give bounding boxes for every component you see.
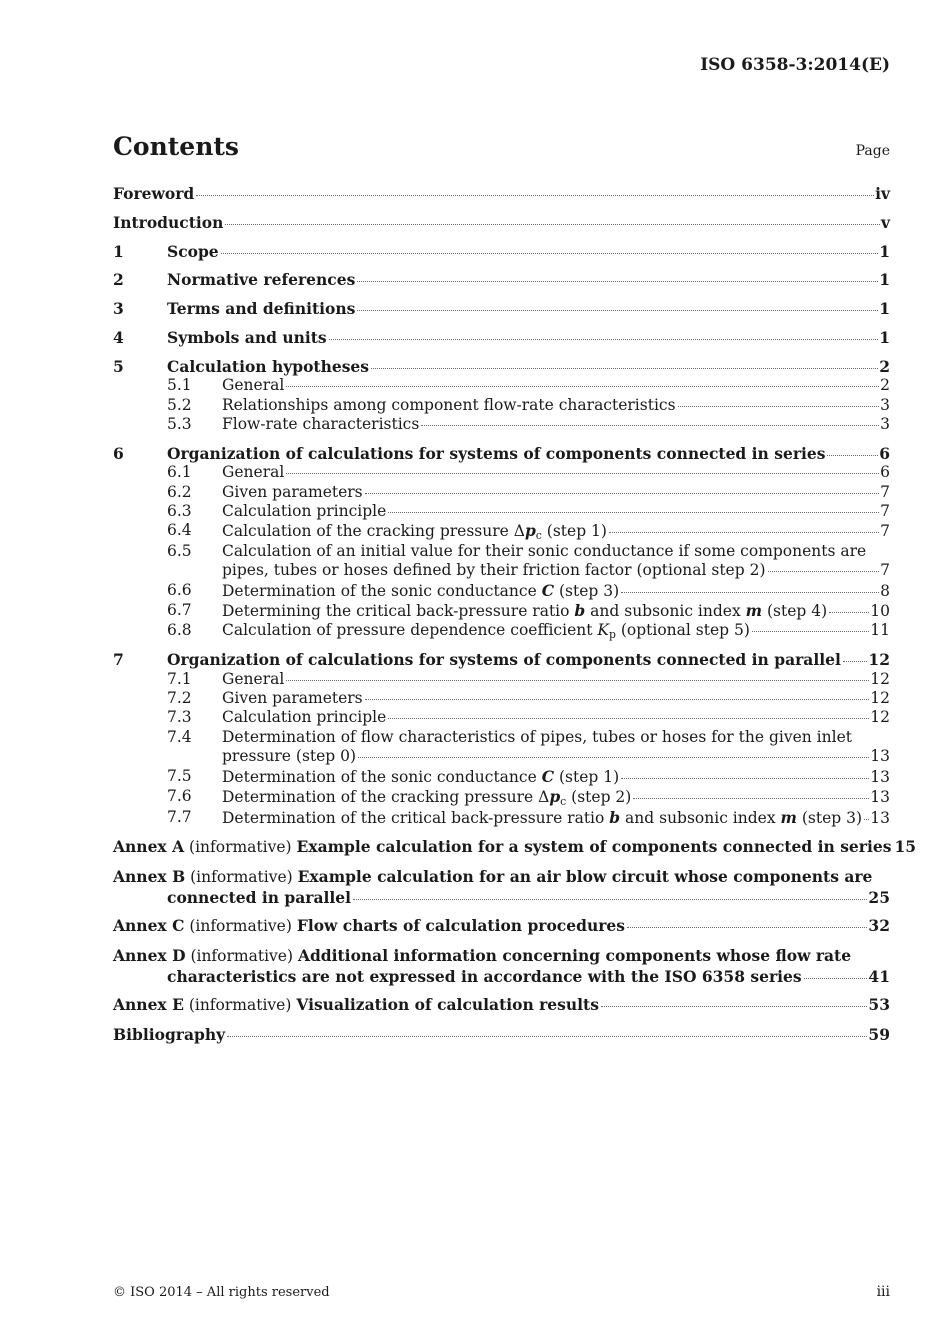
document-id: ISO 6358-3:2014(E) [700, 55, 890, 75]
dot-leader [678, 405, 880, 407]
toc-page-number: 15 [894, 837, 917, 857]
toc-page-number: 7 [880, 502, 890, 521]
toc-section-number: 5.1 [167, 376, 192, 395]
toc-page-number: 59 [868, 1025, 890, 1045]
toc-page-number: 13 [870, 788, 890, 807]
toc-section-number: 6.1 [167, 463, 192, 482]
dot-leader [225, 223, 880, 225]
toc-section-number: 5 [113, 356, 124, 376]
toc-page-number: 6 [880, 463, 890, 482]
toc-entry-6[interactable]: 6 Organization of calculations for systems of components connected in series 6 [113, 443, 890, 463]
toc-section-number: 7.3 [167, 708, 192, 727]
dot-leader [804, 977, 868, 979]
toc-section-number: 5.2 [167, 395, 192, 414]
toc-entry-6-7[interactable]: 6.7 Determining the critical back-pressure ratio b and subsonic index m (step 4) 10 [167, 601, 890, 621]
dot-leader [864, 818, 869, 820]
toc-entry-2[interactable]: 2 Normative references 1 [113, 270, 890, 290]
toc-section-number: 4 [113, 327, 124, 347]
toc-section-number: 7.7 [167, 807, 192, 826]
toc-entry-7[interactable]: 7 Organization of calculations for systems of components connected in parallel 12 [113, 650, 890, 670]
dot-leader [388, 511, 879, 513]
toc-entry-1[interactable]: 1 Scope 1 [113, 241, 890, 261]
dot-leader [768, 570, 880, 572]
dot-leader [609, 531, 879, 533]
dot-leader [357, 309, 878, 311]
dot-leader [286, 385, 879, 387]
toc-section-number: 6.7 [167, 601, 192, 620]
toc-section-number: 6.3 [167, 502, 192, 521]
toc-page-number: 11 [870, 621, 890, 640]
toc-entry-6-4[interactable]: 6.4 Calculation of the cracking pressure $\Delta p_c$ (step 1) 7 [167, 521, 890, 543]
toc-entry-5-2[interactable]: 5.2 Relationships among component flow-rate characteristics 3 [167, 395, 890, 414]
toc-entry-5-1[interactable]: 5.1 General 2 [167, 376, 890, 395]
toc-entry-6-6[interactable]: 6.6 Determination of the sonic conductance C (step 3) 8 [167, 580, 890, 600]
toc-page-number: 1 [879, 299, 890, 319]
toc-entry-7-7[interactable]: 7.7 Determination of the critical back-pressure ratio b and subsonic index m (step 3) 13 [167, 807, 890, 827]
toc-page-number: 13 [870, 808, 890, 827]
dot-leader [829, 611, 869, 613]
toc-section-number: 6.5 [167, 541, 192, 560]
dot-leader [633, 797, 869, 799]
toc-section-number: 3 [113, 299, 124, 319]
page-number: iii [876, 1284, 890, 1300]
toc-entry-annex-e[interactable]: Annex E (informative) Visualization of calculation results 53 [113, 995, 890, 1015]
toc-entry-foreword[interactable]: Foreword iv [113, 184, 890, 203]
toc-page-number: 32 [868, 916, 890, 936]
toc-entry-annex-a[interactable]: Annex A (informative) Example calculation for a system of components connected in series 15 [113, 837, 917, 857]
dot-leader [601, 1005, 867, 1007]
dot-leader [371, 367, 878, 369]
dot-leader [357, 280, 878, 282]
toc-entry-introduction[interactable]: Introduction v [113, 212, 890, 232]
toc-section-number: 6 [113, 443, 124, 463]
toc-page-number: v [880, 212, 890, 232]
dot-leader [286, 472, 879, 474]
toc-entry-annex-c[interactable]: Annex C (informative) Flow charts of calculation procedures 32 [113, 916, 890, 936]
toc-page-number: 7 [880, 561, 890, 580]
toc-entry-6-1[interactable]: 6.1 General 6 [167, 463, 890, 482]
toc-section-number: 7.4 [167, 727, 192, 746]
toc-page-number: 8 [880, 581, 890, 600]
toc-entry-4[interactable]: 4 Symbols and units 1 [113, 327, 890, 347]
toc-page-number: 6 [879, 443, 890, 463]
toc-page-number: 1 [879, 270, 890, 290]
toc-page-number: 1 [879, 327, 890, 347]
toc-section-number: 1 [113, 241, 124, 261]
toc-page-number: iv [875, 184, 890, 203]
toc-section-number: 5.3 [167, 415, 192, 433]
dot-leader [286, 679, 869, 681]
dot-leader [843, 660, 868, 662]
toc-page-number: 53 [868, 995, 890, 1015]
toc-page-number: 3 [880, 415, 890, 433]
toc-entry-5[interactable]: 5 Calculation hypotheses 2 [113, 356, 890, 376]
toc-page-number: 41 [868, 966, 890, 986]
dot-leader [627, 926, 867, 928]
toc-entry-5-3[interactable]: 5.3 Flow-rate characteristics 3 [167, 415, 890, 433]
dot-leader [365, 492, 879, 494]
toc-entry-7-3[interactable]: 7.3 Calculation principle 12 [167, 708, 890, 727]
dot-leader [388, 717, 869, 719]
dot-leader [752, 630, 869, 632]
toc-entry-7-1[interactable]: 7.1 General 12 [167, 669, 890, 688]
toc-entry-annex-b[interactable]: Annex B (informative) Example calculation for an air blow circuit whose components are connected in parallel 25 [113, 867, 890, 907]
toc-page-number: 1 [879, 241, 890, 261]
toc-page-number: 7 [880, 482, 890, 501]
toc-page-number: 13 [870, 747, 890, 766]
dot-leader [227, 1035, 867, 1037]
toc-section-number: 6.4 [167, 521, 192, 540]
toc-entry-6-5[interactable]: 6.5 Calculation of an initial value for their sonic conductance if some components are pipes, tubes or hoses defined by their friction factor (optional step 2) 7 [167, 541, 890, 580]
dot-leader [353, 898, 867, 900]
toc-page-number: 2 [880, 376, 890, 395]
dot-leader [621, 777, 869, 779]
contents-header [113, 132, 890, 161]
dot-leader [221, 252, 879, 254]
toc-section-number: 6.8 [167, 621, 192, 640]
toc-section-number: 6.2 [167, 482, 192, 501]
toc-page-number: 2 [879, 356, 890, 376]
toc-entry-bibliography[interactable]: Bibliography 59 [113, 1025, 890, 1045]
dot-leader [827, 454, 878, 456]
toc-section-number: 7.5 [167, 766, 192, 785]
toc-section-number: 7.6 [167, 787, 192, 806]
toc-page-number: 3 [880, 395, 890, 414]
toc-section-number: 7 [113, 650, 124, 670]
toc-entry-7-2[interactable]: 7.2 Given parameters 12 [167, 689, 890, 708]
toc-entry-3[interactable]: 3 Terms and definitions 1 [113, 299, 890, 319]
toc-entry-annex-d[interactable]: Annex D (informative) Additional information concerning components whose flow rate characteristics are not expressed in accordance with the ISO 6358 series 41 [113, 946, 890, 986]
toc-page-number: 10 [870, 602, 890, 621]
dot-leader [329, 338, 879, 340]
toc-section-number: 7.2 [167, 689, 192, 708]
toc-page-number: 12 [870, 689, 890, 708]
toc-section-number: 6.6 [167, 580, 192, 599]
toc-entry-6-3[interactable]: 6.3 Calculation principle 7 [167, 502, 890, 521]
toc-page-number: 13 [870, 767, 890, 786]
page-column-label: Page [855, 143, 890, 159]
toc-section-number: 2 [113, 270, 124, 290]
toc-page-number: 12 [868, 650, 890, 670]
dot-leader [196, 194, 874, 196]
toc-page-number: 12 [870, 669, 890, 688]
copyright-notice: © ISO 2014 – All rights reserved [113, 1285, 330, 1300]
toc-entry-6-2[interactable]: 6.2 Given parameters 7 [167, 482, 890, 501]
toc-section-number: 7.1 [167, 669, 192, 688]
toc-page-number: 7 [880, 522, 890, 541]
dot-leader [621, 591, 879, 593]
toc-entry-6-8[interactable]: 6.8 Calculation of pressure dependence coefficient $K_p$ (optional step 5) 11 [167, 621, 890, 642]
toc-page-number: 12 [870, 708, 890, 727]
dot-leader [358, 756, 869, 758]
toc-page-number: 25 [868, 887, 890, 907]
toc-entry-7-4[interactable]: 7.4 Determination of flow characteristics of pipes, tubes or hoses for the given inlet pressure (step 0) 13 [167, 727, 890, 766]
toc-entry-7-6[interactable]: 7.6 Determination of the cracking pressure $\Delta p_c$ (step 2) 13 [167, 787, 890, 809]
dot-leader [365, 698, 870, 700]
dot-leader [421, 424, 879, 426]
contents-title: Contents [113, 132, 240, 161]
table-of-contents [113, 184, 917, 1045]
toc-entry-7-5[interactable]: 7.5 Determination of the sonic conductance C (step 1) 13 [167, 766, 890, 786]
